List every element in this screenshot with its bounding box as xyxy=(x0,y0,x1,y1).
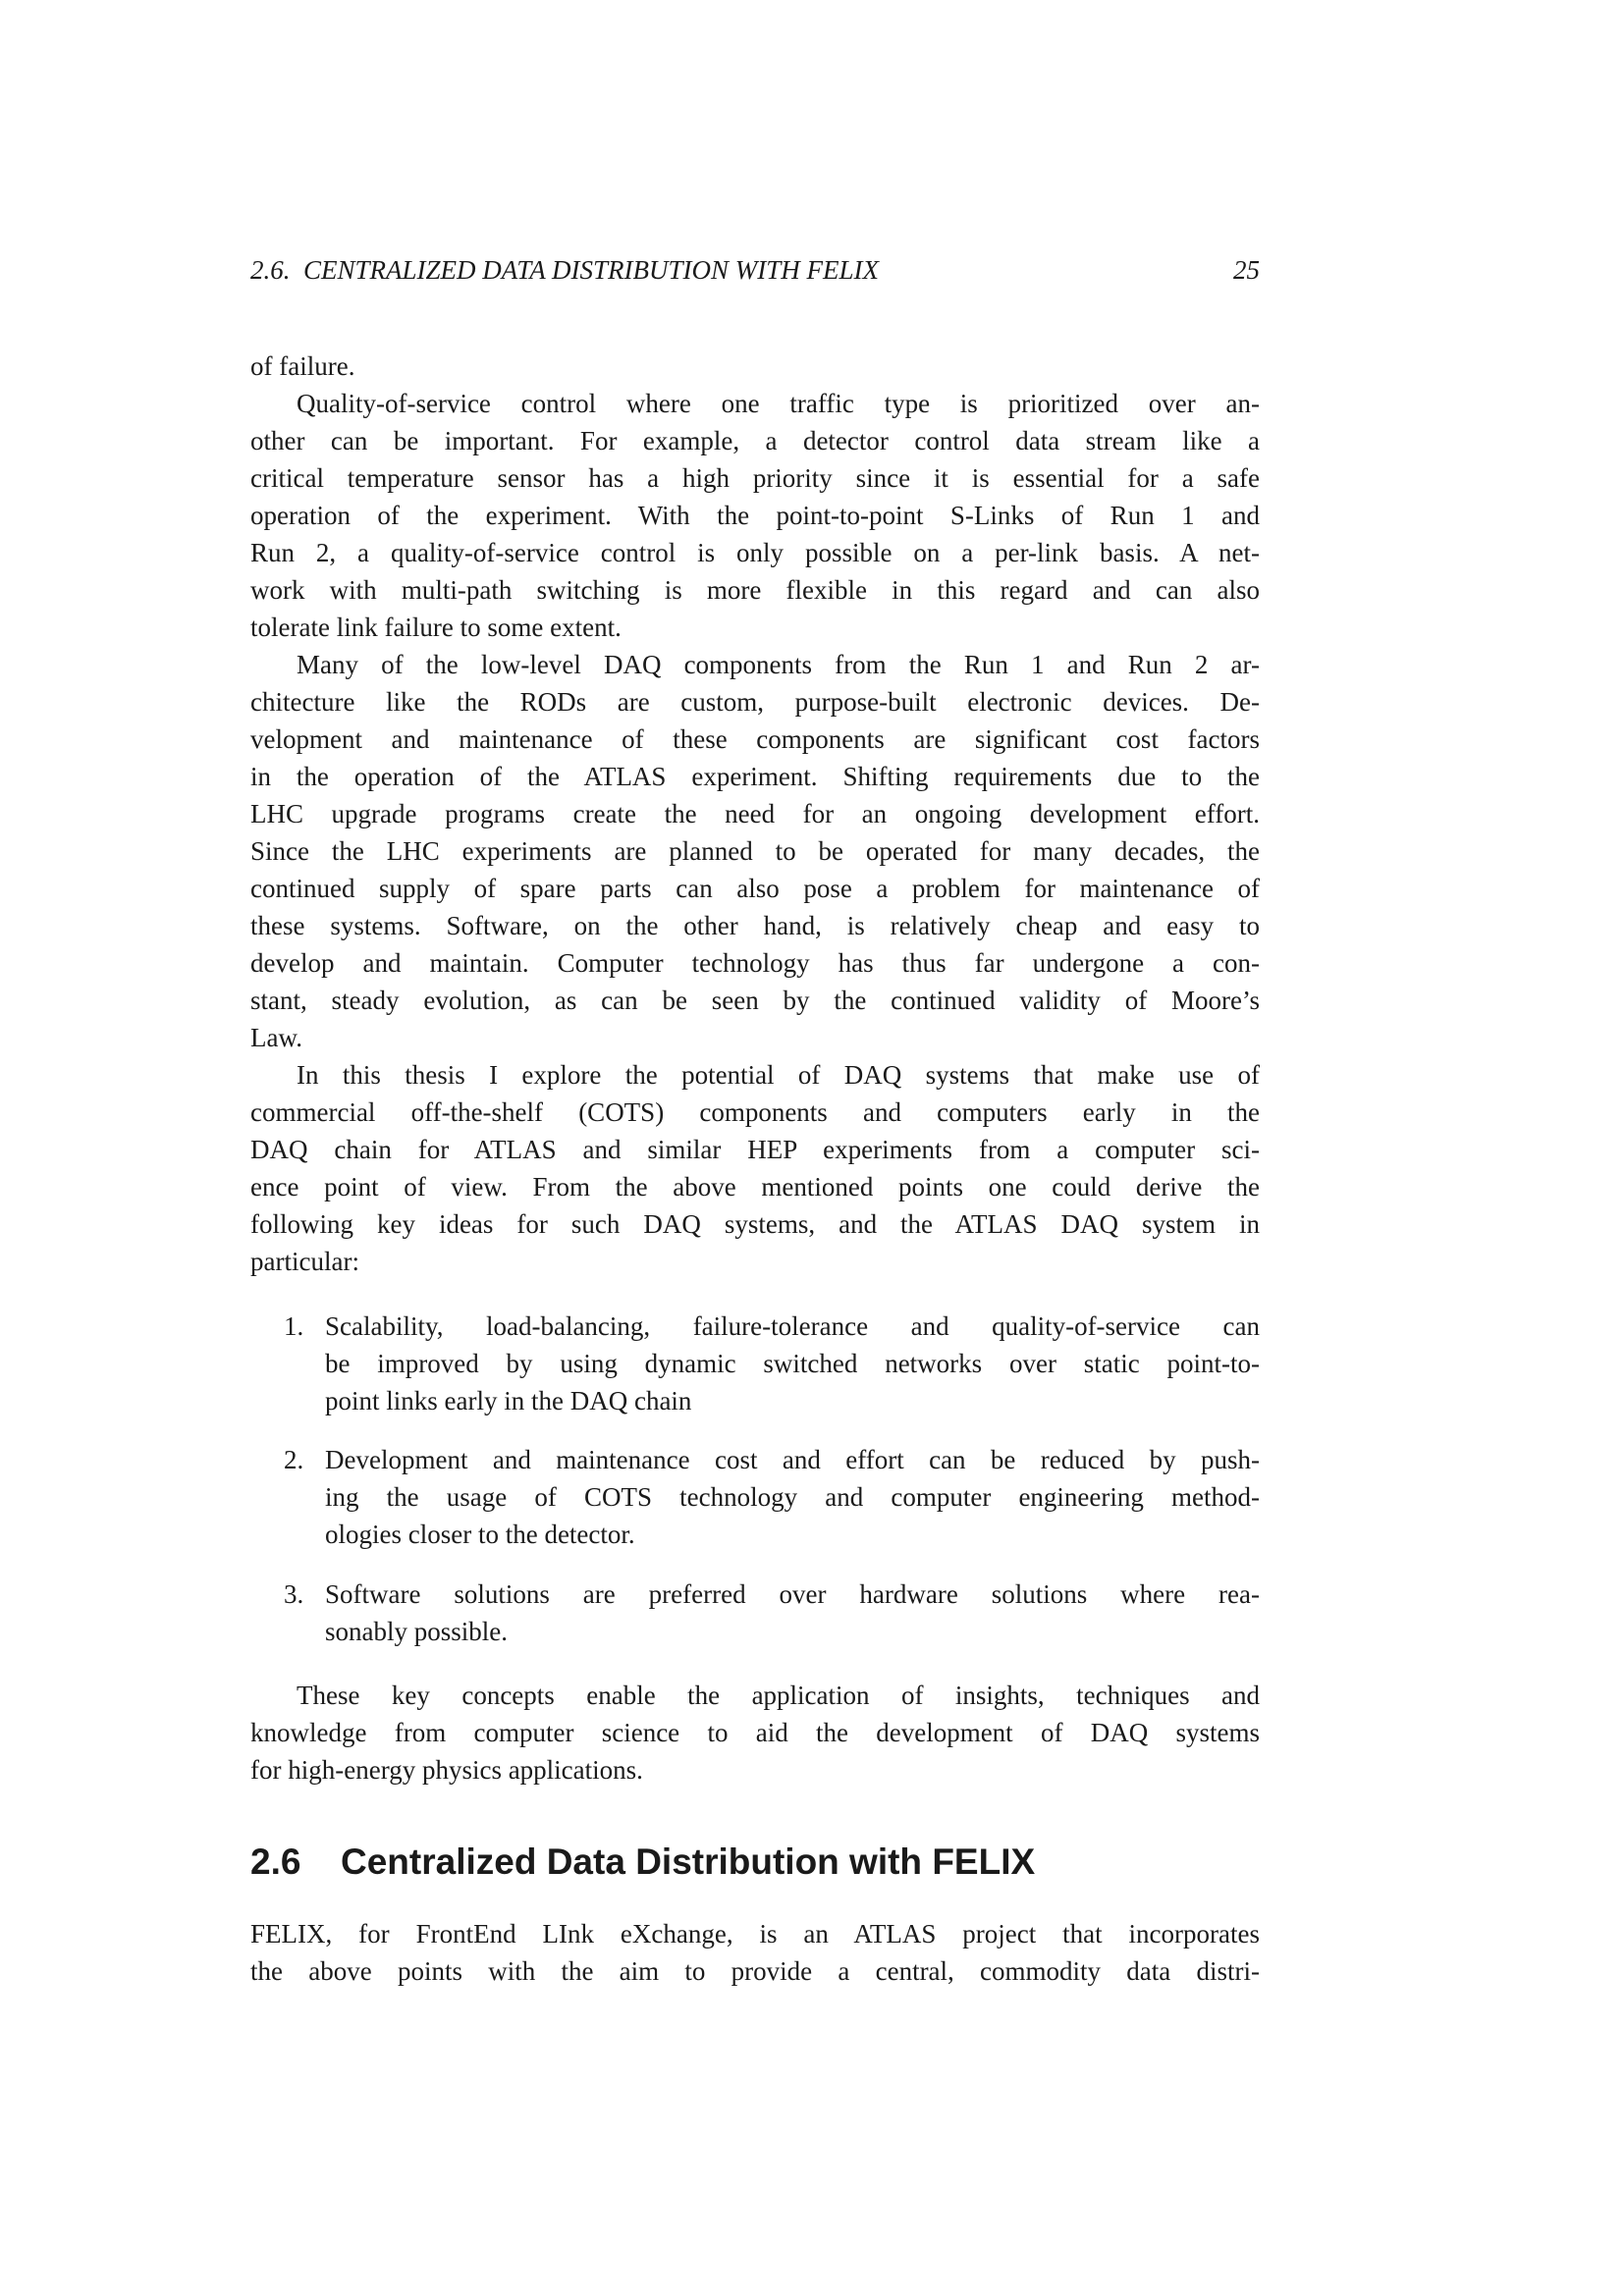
text-line: sonably possible. xyxy=(325,1617,508,1646)
text-line: these systems. Software, on the other hand, is relatively cheap and easy to xyxy=(250,911,1260,940)
text-line: Scalability, load-balancing, failure-tolerance and quality-of-service can xyxy=(325,1311,1260,1341)
text-line: the above points with the aim to provide a central, commodity data distri- xyxy=(250,1956,1260,1986)
text-line: stant, steady evolution, as can be seen by the continued validity of Moore’s xyxy=(250,986,1260,1015)
text-line: work with multi-path switching is more flexible in this regard and can also xyxy=(250,575,1260,605)
text-line: FELIX, for FrontEnd LInk eXchange, is an ATLAS project that incorporates xyxy=(250,1919,1260,1949)
text-line: Development and maintenance cost and effort can be reduced by push- xyxy=(325,1445,1260,1474)
running-title: 2.6. CENTRALIZED DATA DISTRIBUTION WITH FELIX xyxy=(250,255,880,285)
text-line: point links early in the DAQ chain xyxy=(325,1386,692,1415)
text-line: develop and maintain. Computer technology has thus far undergone a con- xyxy=(250,948,1260,978)
text-line: be improved by using dynamic switched networks over static point-to- xyxy=(325,1349,1260,1378)
list-item-text xyxy=(325,1441,1260,1553)
text-line: chitecture like the RODs are custom, purpose-built electronic devices. De- xyxy=(250,687,1260,717)
text-line: Quality-of-service control where one traffic type is prioritized over an- xyxy=(297,389,1260,418)
list-item-text xyxy=(325,1308,1260,1419)
text-line: ence point of view. From the above mentioned points one could derive the xyxy=(250,1172,1260,1201)
text-line: velopment and maintenance of these components are significant cost factors xyxy=(250,724,1260,754)
text-line: LHC upgrade programs create the need for an ongoing development effort. xyxy=(250,799,1260,828)
section-number: 2.6 xyxy=(250,1842,301,1882)
text-line: In this thesis I explore the potential of DAQ systems that make use of xyxy=(297,1060,1260,1090)
text-line: in the operation of the ATLAS experiment. Shifting requirements due to the xyxy=(250,762,1260,791)
text-line: of failure. xyxy=(250,351,355,381)
list-number: 2. xyxy=(284,1445,304,1474)
text-line: Run 2, a quality-of-service control is only possible on a per-link basis. A net- xyxy=(250,538,1260,567)
running-header xyxy=(250,251,1260,289)
text-line: following key ideas for such DAQ systems, and the ATLAS DAQ system in xyxy=(250,1209,1260,1239)
text-line: Since the LHC experiments are planned to be operated for many decades, the xyxy=(250,836,1260,866)
text-line: tolerate link failure to some extent. xyxy=(250,613,622,642)
section-title: Centralized Data Distribution with FELIX xyxy=(341,1842,1036,1882)
closing-paragraph xyxy=(250,1677,1260,1789)
text-line: commercial off-the-shelf (COTS) components and computers early in the xyxy=(250,1097,1260,1127)
text-line: ologies closer to the detector. xyxy=(325,1520,635,1549)
body-text xyxy=(250,347,1260,1280)
text-line: ing the usage of COTS technology and computer engineering method- xyxy=(325,1482,1260,1512)
text-line: DAQ chain for ATLAS and similar HEP experiments from a computer sci- xyxy=(250,1135,1260,1164)
text-line: critical temperature sensor has a high priority since it is essential for a safe xyxy=(250,463,1260,493)
text-line: These key concepts enable the application of insights, techniques and xyxy=(297,1681,1260,1710)
text-line: operation of the experiment. With the point-to-point S-Links of Run 1 and xyxy=(250,501,1260,530)
list-number: 3. xyxy=(284,1579,304,1609)
list-item-text xyxy=(325,1575,1260,1650)
text-line: for high-energy physics applications. xyxy=(250,1755,643,1785)
page-number: 25 xyxy=(1233,255,1260,285)
section-paragraph xyxy=(250,1915,1260,1990)
text-line: other can be important. For example, a detector control data stream like a xyxy=(250,426,1260,455)
section-heading xyxy=(250,1840,1035,1885)
text-line: Software solutions are preferred over hardware solutions where rea- xyxy=(325,1579,1260,1609)
list-number: 1. xyxy=(284,1311,304,1341)
text-line: knowledge from computer science to aid the development of DAQ systems xyxy=(250,1718,1260,1747)
text-line: Law. xyxy=(250,1023,302,1052)
text-line: particular: xyxy=(250,1247,359,1276)
text-line: Many of the low-level DAQ components from the Run 1 and Run 2 ar- xyxy=(297,650,1260,679)
text-line: continued supply of spare parts can also pose a problem for maintenance of xyxy=(250,874,1260,903)
